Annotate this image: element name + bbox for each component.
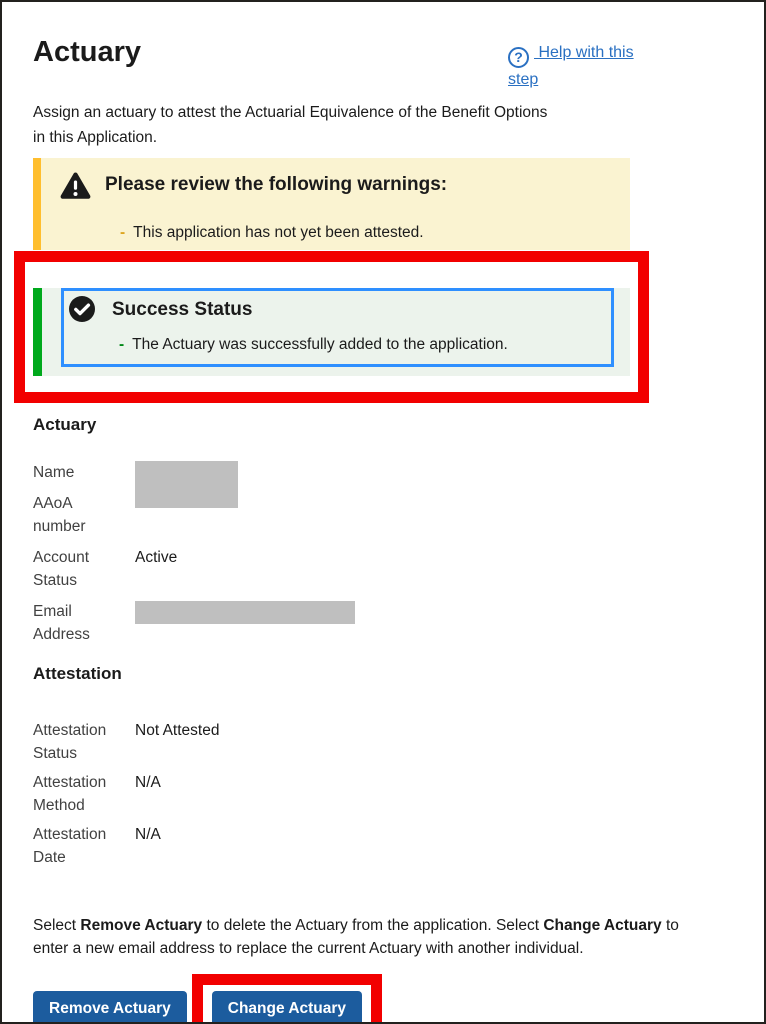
check-circle-icon [69,296,95,327]
instr-seg2: to delete the Actuary from the application. Select [202,917,544,934]
success-alert-heading: Success Status [112,299,253,320]
field-value-attestation-date: N/A [135,826,161,843]
page-description [33,100,764,150]
change-actuary-button[interactable]: Change Actuary [212,991,362,1024]
instr-bold-change: Change Actuary [543,917,662,934]
attestation-details [33,719,764,869]
redacted-name-value [135,461,238,508]
warning-alert [33,158,630,250]
success-alert-focus-ring [61,288,614,367]
field-label-attestation-status: Attestation Status [33,722,107,762]
actuary-details [33,461,764,646]
actuary-section-heading: Actuary [33,415,97,434]
field-value-attestation-method: N/A [135,774,161,791]
remove-actuary-button[interactable]: Remove Actuary [33,991,187,1024]
success-alert-list [111,334,603,356]
page-description-line2: in this Application. [33,129,158,146]
field-label-email-address: Email Address [33,603,90,643]
field-label-attestation-method: Attestation Method [33,774,107,814]
success-alert [33,288,630,376]
field-label-account-status: Account Status [33,549,90,589]
annotation-box-success-alert [14,251,649,403]
warning-alert-list [112,222,612,244]
help-link[interactable] [508,41,636,91]
warning-list-dash: - [120,224,126,241]
warning-alert-item [120,222,612,244]
button-row [33,974,764,1024]
help-link-text-line2: step [508,71,539,88]
annotation-box-change-button [192,974,382,1024]
field-label-name: Name [33,464,75,481]
buttons-instruction-line1 [33,915,764,938]
buttons-instruction-line2: enter a new email address to replace the current Actuary with another individual. [33,939,584,957]
field-label-aaoa-number: AAoA number [33,495,86,535]
warning-triangle-icon [60,172,91,205]
instr-seg3: to [661,917,679,934]
warning-alert-item-text: This application has not yet been attested. [133,224,424,241]
attestation-section-heading: Attestation [33,664,122,683]
instr-seg1: Select [33,917,81,934]
success-list-dash: - [119,336,125,353]
buttons-instruction [33,915,764,960]
help-link-line1-row [508,44,634,65]
field-value-attestation-status: Not Attested [135,722,220,739]
help-link-text-line1: Help with this [534,44,634,61]
field-value-account-status: Active [135,549,178,566]
field-label-attestation-date: Attestation Date [33,826,107,866]
success-alert-item [119,334,603,356]
instr-bold-remove: Remove Actuary [80,917,203,934]
page-title: Actuary [33,36,141,68]
warning-alert-row [60,171,612,205]
question-circle-icon: ? [508,47,529,68]
page-description-line1: Assign an actuary to attest the Actuarial Equivalence of the Benefit Options [33,104,548,121]
warning-alert-heading: Please review the following warnings: [105,174,448,195]
success-alert-item-text: The Actuary was successfully added to the application. [132,336,508,353]
redacted-email-value [135,600,764,646]
success-alert-row [67,296,603,327]
